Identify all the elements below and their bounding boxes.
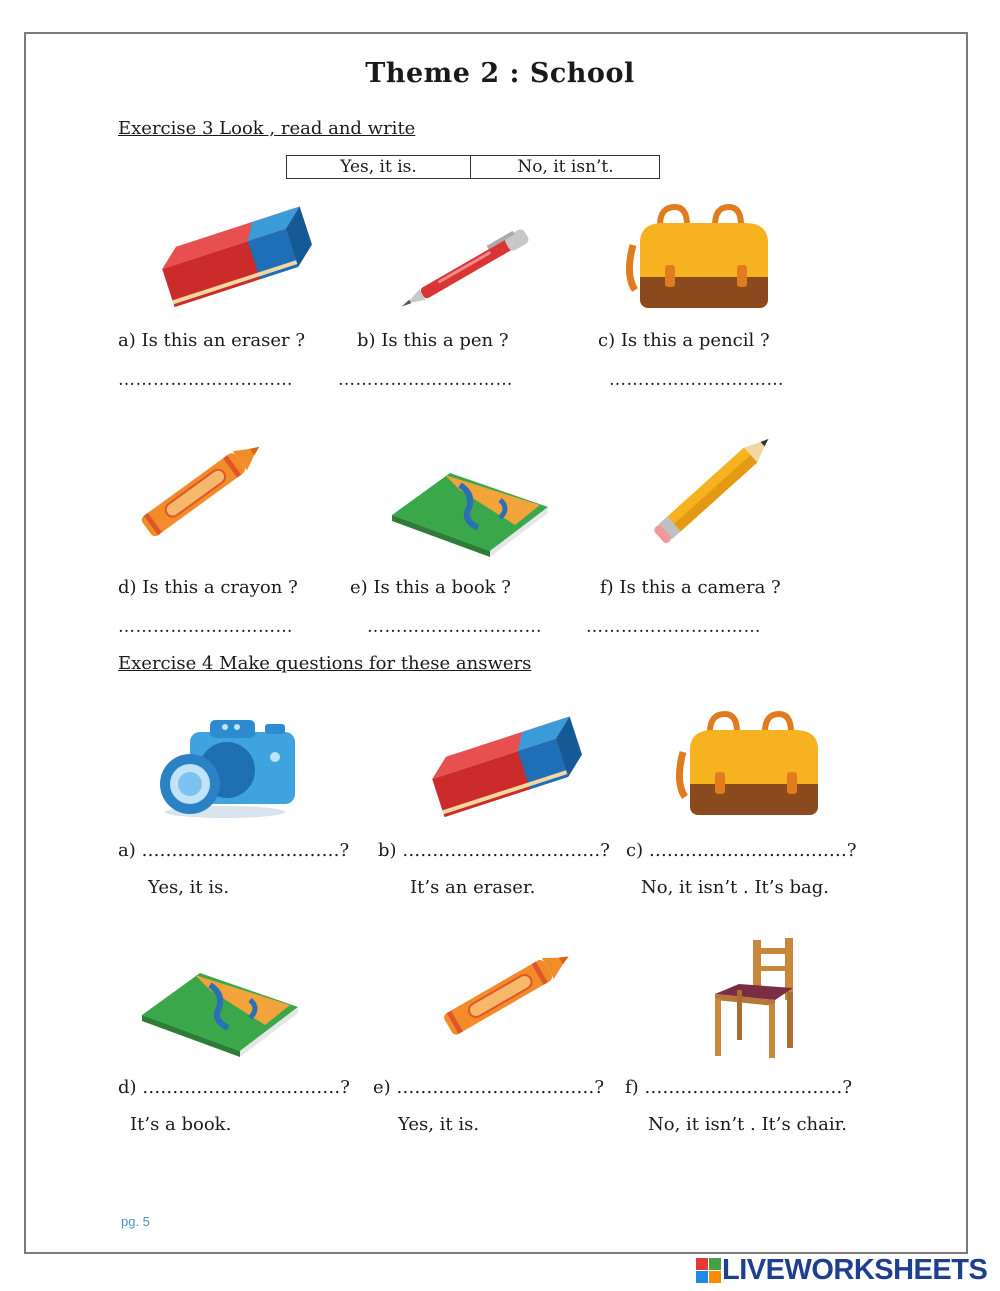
book-image — [390, 465, 550, 555]
question-line-c[interactable]: c) ……………………………? — [626, 840, 857, 861]
answer-c: No, it isn’t . It’s bag. — [641, 877, 829, 898]
bag-image — [675, 712, 825, 822]
pen-image — [395, 225, 545, 310]
question-line-a[interactable]: a) ……………………………? — [118, 840, 350, 861]
word-box-option: Yes, it is. — [287, 156, 471, 178]
exercise-3-heading: Exercise 3 Look , read and write — [118, 118, 416, 139]
crayon-image — [425, 938, 580, 1053]
word-box — [286, 155, 660, 179]
page-number: pg. 5 — [121, 1214, 150, 1229]
pencil-image — [640, 425, 790, 550]
question-b: b) Is this a pen ? — [357, 330, 509, 351]
eraser-image — [420, 700, 595, 820]
answer-b: It’s an eraser. — [410, 877, 536, 898]
question-d: d) Is this a crayon ? — [118, 577, 298, 598]
book-image — [140, 965, 300, 1055]
crayon-image — [120, 435, 275, 550]
word-box-option: No, it isn’t. — [517, 157, 614, 177]
question-line-b[interactable]: b) ……………………………? — [378, 840, 610, 861]
answer-line-c[interactable]: ………………………… — [609, 370, 784, 390]
exercise-4-heading: Exercise 4 Make questions for these answers — [118, 653, 532, 674]
question-line-e[interactable]: e) ……………………………? — [373, 1077, 605, 1098]
answer-line-a[interactable]: ………………………… — [118, 370, 293, 390]
page-title: Theme 2 : School — [365, 58, 635, 89]
eraser-image — [150, 190, 325, 310]
answer-line-f[interactable]: ………………………… — [586, 617, 761, 637]
camera-image — [155, 712, 300, 824]
chair-image — [705, 936, 800, 1061]
question-e: e) Is this a book ? — [350, 577, 511, 598]
liveworksheets-logo[interactable] — [696, 1254, 987, 1287]
question-line-f[interactable]: f) ……………………………? — [625, 1077, 853, 1098]
question-f: f) Is this a camera ? — [600, 577, 781, 598]
answer-a: Yes, it is. — [148, 877, 230, 898]
answer-d: It’s a book. — [130, 1114, 232, 1135]
bag-image — [625, 205, 775, 315]
question-line-d[interactable]: d) ……………………………? — [118, 1077, 350, 1098]
answer-line-e[interactable]: ………………………… — [367, 617, 542, 637]
question-a: a) Is this an eraser ? — [118, 330, 305, 351]
question-c: c) Is this a pencil ? — [598, 330, 770, 351]
liveworksheets-icon — [696, 1258, 722, 1284]
answer-line-d[interactable]: ………………………… — [118, 617, 293, 637]
answer-e: Yes, it is. — [398, 1114, 480, 1135]
answer-line-b[interactable]: ………………………… — [338, 370, 513, 390]
answer-f: No, it isn’t . It’s chair. — [648, 1114, 847, 1135]
brand-name: LIVEWORKSHEETS — [722, 1254, 988, 1286]
